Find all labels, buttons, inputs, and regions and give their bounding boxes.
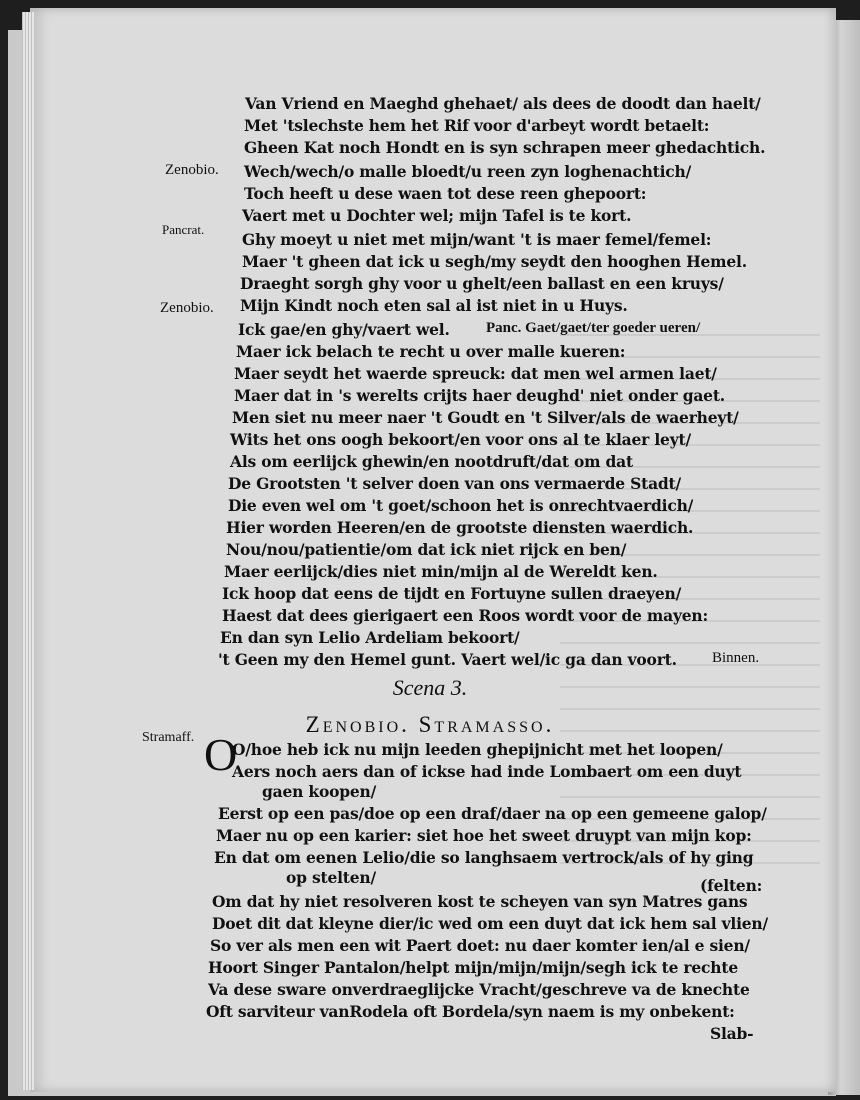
text-line: Ghy moeyt u niet met mijn/want 't is maer femel/femel:	[242, 230, 712, 249]
text-line: Doet dit dat kleyne dier/ic wed om een duyt dat ick hem sal vlien/	[212, 914, 768, 933]
text-line: Wech/wech/o malle bloedt/u reen zyn loghenachtich/	[244, 162, 692, 181]
text-line: Ick hoop dat eens de tijdt en Fortuyne sullen draeyen/	[222, 584, 682, 603]
text-line: Toch heeft u dese waen tot dese reen ghepoort:	[244, 184, 647, 203]
text-line: En dat om eenen Lelio/die so langhsaem vertrock/als of hy ging	[214, 848, 754, 867]
text-line: (felten:	[700, 876, 763, 895]
text-line: Hoort Singer Pantalon/helpt mijn/mijn/mijn/segh ick te rechte	[208, 958, 738, 977]
text-line: gaen koopen/	[262, 782, 377, 801]
text-line: Met 'tslechste hem het Rif voor d'arbeyt wordt betaelt:	[244, 116, 710, 135]
text-line: Mijn Kindt noch eten sal al ist niet in u Huys.	[240, 296, 628, 315]
scene-heading: Scena 3.	[392, 675, 468, 700]
drop-cap: O	[204, 729, 238, 780]
text-line: Die even wel om 't goet/schoon het is onrechtvaerdich/	[228, 496, 694, 515]
text-line: En dan syn Lelio Ardeliam bekoort/	[220, 628, 520, 647]
text-line: Nou/nou/patientie/om dat ick niet rijck en ben/	[226, 540, 627, 559]
text-line: So ver als men een wit Paert doet: nu daer komter ien/al e sien/	[210, 936, 750, 955]
text-line: Wits het ons oogh bekoort/en voor ons al te klaer leyt/	[230, 430, 691, 449]
text-line: Oft sarviteur vanRodela oft Bordela/syn naem is my onbekent:	[206, 1002, 735, 1021]
text-line: Maer seydt het waerde spreuck: dat men wel armen laet/	[234, 364, 717, 383]
text-line: Hier worden Heeren/en de grootste diensten waerdich.	[226, 518, 694, 537]
text-line: Eerst op een pas/doe op een draf/daer na op een gemeene galop/	[218, 804, 767, 823]
text-line: Haest dat dees gierigaert een Roos wordt voor de mayen:	[222, 606, 709, 625]
text-line: Va dese sware onverdraeglijcke Vracht/geschreve va de knechte	[208, 980, 750, 999]
speaker-zenobio: Zenobio.	[165, 162, 219, 178]
text-line: De Grootsten 't selver doen van ons vermaerde Stadt/	[228, 474, 681, 493]
text-line: Maer ick belach te recht u over malle kueren:	[236, 342, 626, 361]
text-line: Maer dat in 's werelts crijts haer deughd' niet onder gaet.	[234, 386, 726, 405]
text-line: Draeght sorgh ghy voor u ghelt/een ballast en een kruys/	[240, 274, 724, 293]
inline-speaker-pancrat: Panc. Gaet/gaet/ter goeder ueren/	[486, 320, 701, 336]
text-line: Om dat hy niet resolveren kost te scheyen van syn Matres gans	[212, 892, 748, 911]
catchword: Slab-	[710, 1024, 754, 1043]
text-line: Ick gae/en ghy/vaert wel.	[238, 320, 450, 339]
text-line: Vaert met u Dochter wel; mijn Tafel is te kort.	[242, 206, 632, 225]
text-line: Aers noch aers dan of ickse had inde Lombaert om een duyt	[232, 762, 742, 781]
text-line: Als om eerlijck ghewin/en nootdruft/dat om dat	[230, 452, 633, 471]
text-line: O/hoe heb ick nu mijn leeden ghepijnicht met het loopen/	[232, 740, 723, 759]
text-line: Maer eerlijck/dies niet min/mijn al de Wereldt ken.	[224, 562, 658, 581]
speaker-zenobio: Zenobio.	[160, 300, 214, 316]
stage-direction: Binnen.	[712, 650, 760, 666]
text-line: op stelten/	[286, 868, 376, 887]
text-line: Maer 't gheen dat ick u segh/my seydt den hooghen Hemel.	[242, 252, 747, 271]
page-leaves-edge	[22, 12, 34, 1090]
text-line: Van Vriend en Maeghd ghehaet/ als dees de doodt dan haelt/	[245, 94, 761, 113]
text-line: Maer nu op een karier: siet hoe het sweet druypt van mijn kop:	[216, 826, 752, 845]
cast-heading: Zenobio. Stramasso.	[305, 712, 555, 737]
text-line: Gheen Kat noch Hondt en is syn schrapen meer ghedachtich.	[244, 138, 766, 157]
text-line: 't Geen my den Hemel gunt. Vaert wel/ic ga dan voort.	[218, 650, 677, 669]
text-line: Men siet nu meer naer 't Goudt en 't Silver/als de waerheyt/	[232, 408, 739, 427]
speaker-pancrat: Pancrat.	[162, 222, 205, 237]
speaker-stramasso: Stramaff.	[142, 730, 195, 745]
